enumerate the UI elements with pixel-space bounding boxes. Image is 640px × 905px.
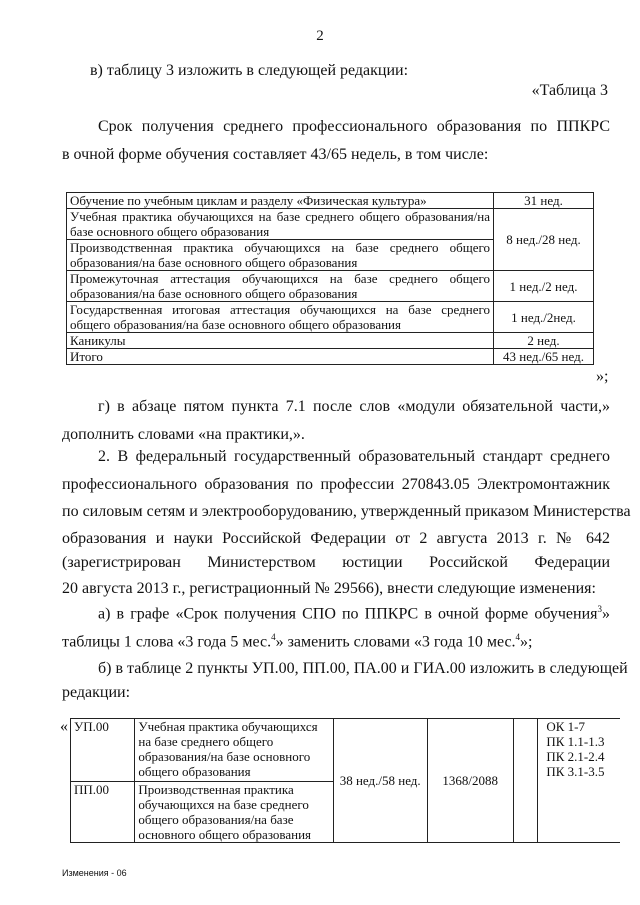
table-row bbox=[67, 271, 594, 302]
para2-line-5: (зарегистрирован Министерством юстиции Российской Федерации bbox=[62, 554, 610, 571]
table3-label: Итого bbox=[67, 349, 494, 365]
table2-open-quote: « bbox=[60, 718, 68, 735]
para-a-text: » заменить словами «3 года 10 мес. bbox=[275, 633, 516, 651]
table2-hours: 1368/2088 bbox=[427, 719, 513, 843]
table-3 bbox=[66, 192, 594, 365]
table-row bbox=[67, 209, 594, 240]
table3-value: 1 нед./2 нед. bbox=[494, 271, 594, 302]
competence-item: ПК 1.1-1.3 bbox=[546, 734, 605, 749]
table2-code: УП.00 bbox=[71, 719, 135, 782]
table3-caption: «Таблица 3 bbox=[531, 82, 608, 99]
table2-text: Производственная практика обучающихся на базе среднего общего образования/на базе основного общего образования bbox=[135, 782, 334, 843]
para-g-line-1: г) в абзаце пятом пункта 7.1 после слов «модули обязательной части,» bbox=[98, 398, 610, 415]
srok-line-1: Срок получения среднего профессионального образования по ППКРС bbox=[98, 118, 610, 135]
table3-label: Обучение по учебным циклам и разделу «Физическая культура» bbox=[67, 193, 494, 209]
para-a-line-2 bbox=[62, 632, 533, 651]
table3-value: 31 нед. bbox=[494, 193, 594, 209]
table-row bbox=[67, 333, 594, 349]
table-row bbox=[71, 719, 621, 782]
table3-label: Учебная практика обучающихся на базе среднего общего образования/на базе основного общего образования bbox=[67, 209, 494, 240]
footnote-ref: 3 bbox=[597, 604, 602, 614]
para-a-text: таблицы 1 слова «3 года 5 мес. bbox=[62, 633, 272, 651]
table-row bbox=[67, 193, 594, 209]
table2-code: ПП.00 bbox=[71, 782, 135, 843]
table3-label: Каникулы bbox=[67, 333, 494, 349]
para2-line-3: по силовым сетям и электрооборудованию, утвержденный приказом Министерства bbox=[62, 503, 631, 520]
para2-line-1: 2. В федеральный государственный образовательный стандарт среднего bbox=[98, 448, 610, 465]
para-a-line-1: а) в графе «Срок получения СПО по ППКРС в очной форме обучения$^3$» bbox=[98, 604, 610, 623]
table3-label: Промежуточная аттестация обучающихся на базе среднего общего образования/на базе основного общего образования bbox=[67, 271, 494, 302]
footer-note: Изменения - 06 bbox=[62, 868, 127, 878]
table3-label: Производственная практика обучающихся на базе среднего общего образования/на базе основного общего образования bbox=[67, 240, 494, 271]
para2-last-line: 20 августа 2013 г., регистрационный № 29566), внести следующие изменения: bbox=[62, 580, 596, 597]
table3-value: 8 нед./28 нед. bbox=[494, 209, 594, 271]
competence-item: ОК 1-7 bbox=[546, 719, 585, 734]
footnote-ref: 4 bbox=[271, 632, 276, 642]
table3-closing: »; bbox=[596, 368, 609, 385]
competence-item: ПК 3.1-3.5 bbox=[546, 764, 605, 779]
table2-empty-cell bbox=[513, 719, 538, 843]
table2-text: Учебная практика обучающихся на базе среднего общего образования/на базе основного общего образования bbox=[135, 719, 334, 782]
para-g-line-2: дополнить словами «на практики,». bbox=[62, 426, 305, 443]
table2-competences bbox=[538, 719, 620, 843]
competence-item: ПК 2.1-2.4 bbox=[546, 749, 605, 764]
table2-weeks: 38 нед./58 нед. bbox=[333, 719, 427, 843]
page-number: 2 bbox=[316, 28, 324, 44]
table-row bbox=[67, 302, 594, 333]
footnote-ref: 4 bbox=[515, 632, 521, 642]
table3-value: 43 нед./65 нед. bbox=[494, 349, 594, 365]
srok-line-2: в очной форме обучения составляет 43/65 недель, в том числе: bbox=[62, 146, 489, 163]
para2-line-2: профессионального образования по профессии 270843.05 Электромонтажник bbox=[62, 476, 610, 493]
table3-value: 1 нед./2нед. bbox=[494, 302, 594, 333]
paragraph-v: в) таблицу 3 изложить в следующей редакции: bbox=[90, 62, 409, 79]
table3-label: Государственная итоговая аттестация обучающихся на базе среднего общего образования/на базе основного общего образования bbox=[67, 302, 494, 333]
para2-line-4: образования и науки Российской Федерации от 2 августа 2013 г. № 642 bbox=[62, 530, 610, 547]
para-a-text: »; bbox=[520, 633, 533, 651]
table-2 bbox=[70, 718, 620, 843]
para-b-line-2: редакции: bbox=[62, 684, 131, 701]
table-row bbox=[67, 349, 594, 365]
para-b-line-1: б) в таблице 2 пункты УП.00, ПП.00, ПА.00 и ГИА.00 изложить в следующей bbox=[98, 660, 628, 677]
table3-value: 2 нед. bbox=[494, 333, 594, 349]
